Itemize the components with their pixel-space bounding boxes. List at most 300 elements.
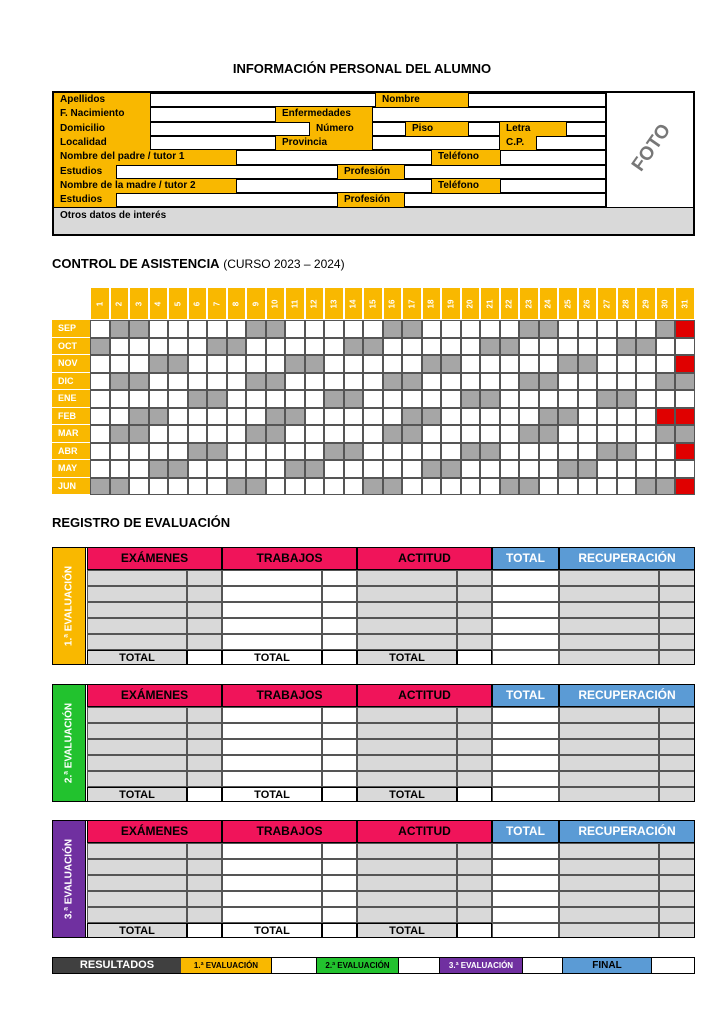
attendance-cell[interactable] bbox=[675, 338, 695, 356]
attendance-cell[interactable] bbox=[227, 443, 247, 461]
eval-cell[interactable] bbox=[187, 723, 222, 739]
attendance-cell[interactable] bbox=[617, 425, 637, 443]
eval-total-value[interactable] bbox=[322, 787, 357, 802]
eval-cell[interactable] bbox=[187, 634, 222, 650]
eval-cell[interactable] bbox=[659, 771, 695, 787]
eval-cell[interactable] bbox=[322, 707, 357, 723]
attendance-cell[interactable] bbox=[422, 460, 442, 478]
attendance-cell[interactable] bbox=[461, 338, 481, 356]
eval-cell[interactable] bbox=[187, 891, 222, 907]
attendance-cell[interactable] bbox=[402, 408, 422, 426]
eval-cell[interactable] bbox=[322, 755, 357, 771]
attendance-cell[interactable] bbox=[168, 355, 188, 373]
attendance-cell[interactable] bbox=[441, 390, 461, 408]
attendance-cell[interactable] bbox=[246, 425, 266, 443]
eval-cell[interactable] bbox=[222, 602, 322, 618]
attendance-cell[interactable] bbox=[344, 460, 364, 478]
attendance-cell[interactable] bbox=[110, 390, 130, 408]
attendance-cell[interactable] bbox=[422, 425, 442, 443]
attendance-cell[interactable] bbox=[558, 460, 578, 478]
attendance-cell[interactable] bbox=[441, 460, 461, 478]
attendance-cell[interactable] bbox=[305, 338, 325, 356]
attendance-cell[interactable] bbox=[461, 478, 481, 496]
eval-cell[interactable] bbox=[357, 634, 457, 650]
attendance-cell[interactable] bbox=[519, 460, 539, 478]
attendance-cell[interactable] bbox=[422, 373, 442, 391]
eval-cell[interactable] bbox=[87, 634, 187, 650]
attendance-cell[interactable] bbox=[597, 443, 617, 461]
attendance-cell[interactable] bbox=[246, 373, 266, 391]
eval-cell[interactable] bbox=[559, 923, 659, 938]
attendance-cell[interactable] bbox=[558, 373, 578, 391]
attendance-cell[interactable] bbox=[675, 478, 695, 496]
attendance-cell[interactable] bbox=[305, 478, 325, 496]
attendance-cell[interactable] bbox=[636, 425, 656, 443]
attendance-cell[interactable] bbox=[305, 390, 325, 408]
attendance-cell[interactable] bbox=[519, 373, 539, 391]
attendance-cell[interactable] bbox=[363, 425, 383, 443]
attendance-cell[interactable] bbox=[305, 373, 325, 391]
attendance-cell[interactable] bbox=[188, 320, 208, 338]
eval-cell[interactable] bbox=[559, 707, 659, 723]
attendance-cell[interactable] bbox=[675, 390, 695, 408]
attendance-cell[interactable] bbox=[441, 320, 461, 338]
eval-cell[interactable] bbox=[659, 859, 695, 875]
attendance-cell[interactable] bbox=[597, 408, 617, 426]
attendance-cell[interactable] bbox=[207, 425, 227, 443]
eval-total-value[interactable] bbox=[322, 650, 357, 665]
attendance-cell[interactable] bbox=[266, 408, 286, 426]
attendance-cell[interactable] bbox=[227, 425, 247, 443]
eval-cell[interactable] bbox=[457, 739, 492, 755]
attendance-cell[interactable] bbox=[363, 320, 383, 338]
attendance-cell[interactable] bbox=[519, 390, 539, 408]
attendance-cell[interactable] bbox=[539, 478, 559, 496]
attendance-cell[interactable] bbox=[539, 373, 559, 391]
attendance-cell[interactable] bbox=[617, 443, 637, 461]
attendance-cell[interactable] bbox=[617, 320, 637, 338]
attendance-cell[interactable] bbox=[617, 478, 637, 496]
attendance-cell[interactable] bbox=[558, 338, 578, 356]
eval-cell[interactable] bbox=[559, 650, 659, 665]
attendance-cell[interactable] bbox=[129, 425, 149, 443]
eval-cell[interactable] bbox=[322, 771, 357, 787]
attendance-cell[interactable] bbox=[461, 460, 481, 478]
attendance-cell[interactable] bbox=[480, 320, 500, 338]
eval-cell[interactable] bbox=[222, 634, 322, 650]
attendance-cell[interactable] bbox=[656, 320, 676, 338]
attendance-cell[interactable] bbox=[90, 425, 110, 443]
eval-cell[interactable] bbox=[187, 707, 222, 723]
attendance-cell[interactable] bbox=[227, 460, 247, 478]
attendance-cell[interactable] bbox=[383, 478, 403, 496]
attendance-cell[interactable] bbox=[402, 338, 422, 356]
attendance-cell[interactable] bbox=[636, 355, 656, 373]
eval-cell[interactable] bbox=[87, 707, 187, 723]
eval-cell[interactable] bbox=[357, 586, 457, 602]
attendance-cell[interactable] bbox=[383, 425, 403, 443]
attendance-cell[interactable] bbox=[129, 338, 149, 356]
attendance-cell[interactable] bbox=[636, 320, 656, 338]
attendance-cell[interactable] bbox=[656, 443, 676, 461]
attendance-cell[interactable] bbox=[480, 373, 500, 391]
attendance-cell[interactable] bbox=[500, 320, 520, 338]
eval-cell[interactable] bbox=[559, 570, 659, 586]
eval-cell[interactable] bbox=[559, 618, 659, 634]
attendance-cell[interactable] bbox=[168, 408, 188, 426]
attendance-cell[interactable] bbox=[441, 373, 461, 391]
attendance-cell[interactable] bbox=[656, 390, 676, 408]
attendance-cell[interactable] bbox=[149, 478, 169, 496]
eval-cell[interactable] bbox=[87, 859, 187, 875]
attendance-cell[interactable] bbox=[90, 338, 110, 356]
attendance-cell[interactable] bbox=[188, 443, 208, 461]
eval-cell[interactable] bbox=[457, 907, 492, 923]
eval-cell[interactable] bbox=[559, 634, 659, 650]
attendance-cell[interactable] bbox=[441, 425, 461, 443]
attendance-cell[interactable] bbox=[90, 460, 110, 478]
attendance-cell[interactable] bbox=[675, 373, 695, 391]
attendance-cell[interactable] bbox=[168, 460, 188, 478]
eval-total-value[interactable] bbox=[457, 787, 492, 802]
attendance-cell[interactable] bbox=[480, 478, 500, 496]
eval-cell[interactable] bbox=[222, 618, 322, 634]
attendance-cell[interactable] bbox=[636, 460, 656, 478]
eval-cell[interactable] bbox=[322, 739, 357, 755]
attendance-cell[interactable] bbox=[656, 338, 676, 356]
attendance-cell[interactable] bbox=[500, 478, 520, 496]
results-final-value[interactable] bbox=[651, 958, 694, 973]
attendance-cell[interactable] bbox=[188, 373, 208, 391]
attendance-cell[interactable] bbox=[539, 320, 559, 338]
eval-cell[interactable] bbox=[222, 875, 322, 891]
attendance-cell[interactable] bbox=[363, 390, 383, 408]
attendance-cell[interactable] bbox=[597, 478, 617, 496]
attendance-cell[interactable] bbox=[266, 478, 286, 496]
attendance-cell[interactable] bbox=[305, 443, 325, 461]
attendance-cell[interactable] bbox=[266, 460, 286, 478]
eval-cell[interactable] bbox=[87, 618, 187, 634]
attendance-cell[interactable] bbox=[285, 390, 305, 408]
attendance-cell[interactable] bbox=[168, 390, 188, 408]
eval-cell[interactable] bbox=[659, 907, 695, 923]
eval-cell[interactable] bbox=[222, 586, 322, 602]
field-estudios-1[interactable] bbox=[116, 165, 338, 179]
attendance-cell[interactable] bbox=[227, 373, 247, 391]
attendance-cell[interactable] bbox=[578, 338, 598, 356]
eval-cell[interactable] bbox=[87, 586, 187, 602]
eval-cell[interactable] bbox=[659, 618, 695, 634]
attendance-cell[interactable] bbox=[500, 443, 520, 461]
field-localidad[interactable] bbox=[150, 136, 276, 150]
attendance-cell[interactable] bbox=[578, 373, 598, 391]
attendance-cell[interactable] bbox=[500, 425, 520, 443]
attendance-cell[interactable] bbox=[129, 355, 149, 373]
eval-cell[interactable] bbox=[222, 755, 322, 771]
eval-cell[interactable] bbox=[659, 634, 695, 650]
eval-cell[interactable] bbox=[559, 586, 659, 602]
attendance-cell[interactable] bbox=[168, 320, 188, 338]
attendance-cell[interactable] bbox=[285, 460, 305, 478]
attendance-cell[interactable] bbox=[266, 425, 286, 443]
field-telefono-1[interactable] bbox=[500, 150, 606, 165]
eval-cell[interactable] bbox=[187, 755, 222, 771]
attendance-cell[interactable] bbox=[246, 390, 266, 408]
eval-cell[interactable] bbox=[559, 891, 659, 907]
attendance-cell[interactable] bbox=[188, 355, 208, 373]
attendance-cell[interactable] bbox=[636, 408, 656, 426]
attendance-cell[interactable] bbox=[617, 355, 637, 373]
eval-cell[interactable] bbox=[559, 843, 659, 859]
eval-cell[interactable] bbox=[492, 787, 559, 802]
attendance-cell[interactable] bbox=[383, 320, 403, 338]
eval-cell[interactable] bbox=[659, 707, 695, 723]
attendance-cell[interactable] bbox=[149, 443, 169, 461]
attendance-cell[interactable] bbox=[344, 320, 364, 338]
attendance-cell[interactable] bbox=[539, 443, 559, 461]
attendance-cell[interactable] bbox=[441, 408, 461, 426]
eval-cell[interactable] bbox=[559, 755, 659, 771]
attendance-cell[interactable] bbox=[285, 338, 305, 356]
eval-cell[interactable] bbox=[87, 755, 187, 771]
attendance-cell[interactable] bbox=[461, 373, 481, 391]
field-otros[interactable] bbox=[54, 207, 693, 234]
eval-cell[interactable] bbox=[659, 739, 695, 755]
attendance-cell[interactable] bbox=[266, 338, 286, 356]
attendance-cell[interactable] bbox=[383, 355, 403, 373]
attendance-cell[interactable] bbox=[578, 408, 598, 426]
eval-cell[interactable] bbox=[87, 843, 187, 859]
attendance-cell[interactable] bbox=[110, 443, 130, 461]
field-padre[interactable] bbox=[236, 150, 432, 165]
attendance-cell[interactable] bbox=[90, 443, 110, 461]
attendance-cell[interactable] bbox=[363, 408, 383, 426]
attendance-cell[interactable] bbox=[90, 478, 110, 496]
attendance-cell[interactable] bbox=[383, 390, 403, 408]
eval-cell[interactable] bbox=[187, 570, 222, 586]
attendance-cell[interactable] bbox=[129, 320, 149, 338]
attendance-cell[interactable] bbox=[110, 460, 130, 478]
eval-cell[interactable] bbox=[492, 843, 559, 859]
eval-cell[interactable] bbox=[559, 859, 659, 875]
attendance-cell[interactable] bbox=[363, 373, 383, 391]
attendance-cell[interactable] bbox=[422, 443, 442, 461]
attendance-cell[interactable] bbox=[558, 355, 578, 373]
attendance-cell[interactable] bbox=[188, 425, 208, 443]
eval-cell[interactable] bbox=[457, 707, 492, 723]
attendance-cell[interactable] bbox=[363, 338, 383, 356]
attendance-cell[interactable] bbox=[500, 408, 520, 426]
attendance-cell[interactable] bbox=[344, 425, 364, 443]
attendance-cell[interactable] bbox=[305, 408, 325, 426]
attendance-cell[interactable] bbox=[656, 373, 676, 391]
attendance-cell[interactable] bbox=[636, 390, 656, 408]
attendance-cell[interactable] bbox=[246, 443, 266, 461]
attendance-cell[interactable] bbox=[90, 355, 110, 373]
attendance-cell[interactable] bbox=[578, 355, 598, 373]
attendance-cell[interactable] bbox=[305, 320, 325, 338]
eval-cell[interactable] bbox=[187, 907, 222, 923]
eval-cell[interactable] bbox=[457, 602, 492, 618]
eval-cell[interactable] bbox=[222, 891, 322, 907]
eval-cell[interactable] bbox=[559, 723, 659, 739]
eval-cell[interactable] bbox=[187, 771, 222, 787]
attendance-cell[interactable] bbox=[324, 425, 344, 443]
attendance-cell[interactable] bbox=[441, 338, 461, 356]
eval-cell[interactable] bbox=[87, 891, 187, 907]
eval-cell[interactable] bbox=[222, 843, 322, 859]
eval-total-value[interactable] bbox=[187, 923, 222, 938]
attendance-cell[interactable] bbox=[363, 355, 383, 373]
attendance-cell[interactable] bbox=[168, 425, 188, 443]
field-telefono-2[interactable] bbox=[500, 179, 606, 193]
eval-cell[interactable] bbox=[457, 618, 492, 634]
attendance-cell[interactable] bbox=[149, 425, 169, 443]
eval-total-value[interactable] bbox=[457, 650, 492, 665]
attendance-cell[interactable] bbox=[285, 443, 305, 461]
eval-cell[interactable] bbox=[87, 723, 187, 739]
attendance-cell[interactable] bbox=[344, 338, 364, 356]
eval-cell[interactable] bbox=[87, 771, 187, 787]
eval-cell[interactable] bbox=[322, 907, 357, 923]
attendance-cell[interactable] bbox=[207, 408, 227, 426]
eval-cell[interactable] bbox=[357, 570, 457, 586]
attendance-cell[interactable] bbox=[207, 338, 227, 356]
attendance-cell[interactable] bbox=[402, 373, 422, 391]
eval-total-value[interactable] bbox=[187, 650, 222, 665]
attendance-cell[interactable] bbox=[129, 390, 149, 408]
attendance-cell[interactable] bbox=[149, 338, 169, 356]
eval-cell[interactable] bbox=[457, 570, 492, 586]
attendance-cell[interactable] bbox=[597, 460, 617, 478]
attendance-cell[interactable] bbox=[227, 320, 247, 338]
eval-cell[interactable] bbox=[222, 907, 322, 923]
attendance-cell[interactable] bbox=[324, 355, 344, 373]
eval-cell[interactable] bbox=[322, 602, 357, 618]
attendance-cell[interactable] bbox=[90, 408, 110, 426]
attendance-cell[interactable] bbox=[675, 320, 695, 338]
eval-total-value[interactable] bbox=[457, 923, 492, 938]
field-domicilio[interactable] bbox=[150, 122, 310, 136]
attendance-cell[interactable] bbox=[188, 408, 208, 426]
attendance-cell[interactable] bbox=[227, 478, 247, 496]
eval-cell[interactable] bbox=[492, 755, 559, 771]
eval-cell[interactable] bbox=[492, 739, 559, 755]
eval-cell[interactable] bbox=[457, 859, 492, 875]
eval-cell[interactable] bbox=[322, 586, 357, 602]
eval-cell[interactable] bbox=[322, 634, 357, 650]
eval-cell[interactable] bbox=[492, 859, 559, 875]
attendance-cell[interactable] bbox=[636, 338, 656, 356]
attendance-cell[interactable] bbox=[578, 320, 598, 338]
eval-cell[interactable] bbox=[87, 570, 187, 586]
attendance-cell[interactable] bbox=[519, 478, 539, 496]
attendance-cell[interactable] bbox=[422, 390, 442, 408]
attendance-cell[interactable] bbox=[285, 408, 305, 426]
eval-total-value[interactable] bbox=[187, 787, 222, 802]
results-ev3-value[interactable] bbox=[522, 958, 563, 973]
field-f-nacimiento[interactable] bbox=[150, 107, 276, 122]
attendance-cell[interactable] bbox=[461, 408, 481, 426]
attendance-cell[interactable] bbox=[149, 320, 169, 338]
attendance-cell[interactable] bbox=[305, 355, 325, 373]
attendance-cell[interactable] bbox=[539, 390, 559, 408]
attendance-cell[interactable] bbox=[597, 425, 617, 443]
attendance-cell[interactable] bbox=[500, 460, 520, 478]
attendance-cell[interactable] bbox=[500, 355, 520, 373]
eval-cell[interactable] bbox=[492, 570, 559, 586]
eval-cell[interactable] bbox=[357, 859, 457, 875]
attendance-cell[interactable] bbox=[207, 478, 227, 496]
eval-cell[interactable] bbox=[87, 907, 187, 923]
attendance-cell[interactable] bbox=[207, 373, 227, 391]
attendance-cell[interactable] bbox=[519, 355, 539, 373]
attendance-cell[interactable] bbox=[617, 390, 637, 408]
attendance-cell[interactable] bbox=[285, 373, 305, 391]
attendance-cell[interactable] bbox=[207, 355, 227, 373]
eval-cell[interactable] bbox=[559, 739, 659, 755]
eval-cell[interactable] bbox=[492, 891, 559, 907]
attendance-cell[interactable] bbox=[149, 408, 169, 426]
eval-cell[interactable] bbox=[222, 859, 322, 875]
attendance-cell[interactable] bbox=[578, 390, 598, 408]
eval-cell[interactable] bbox=[322, 618, 357, 634]
attendance-cell[interactable] bbox=[402, 425, 422, 443]
attendance-cell[interactable] bbox=[324, 390, 344, 408]
attendance-cell[interactable] bbox=[636, 443, 656, 461]
attendance-cell[interactable] bbox=[129, 478, 149, 496]
attendance-cell[interactable] bbox=[383, 460, 403, 478]
eval-cell[interactable] bbox=[357, 723, 457, 739]
attendance-cell[interactable] bbox=[422, 408, 442, 426]
attendance-cell[interactable] bbox=[558, 390, 578, 408]
attendance-cell[interactable] bbox=[246, 320, 266, 338]
attendance-cell[interactable] bbox=[383, 408, 403, 426]
attendance-cell[interactable] bbox=[324, 408, 344, 426]
attendance-cell[interactable] bbox=[597, 338, 617, 356]
eval-cell[interactable] bbox=[187, 618, 222, 634]
eval-cell[interactable] bbox=[492, 923, 559, 938]
attendance-cell[interactable] bbox=[480, 425, 500, 443]
eval-cell[interactable] bbox=[559, 771, 659, 787]
eval-cell[interactable] bbox=[457, 755, 492, 771]
eval-cell[interactable] bbox=[559, 602, 659, 618]
eval-cell[interactable] bbox=[87, 602, 187, 618]
eval-cell[interactable] bbox=[659, 586, 695, 602]
attendance-cell[interactable] bbox=[129, 373, 149, 391]
attendance-cell[interactable] bbox=[461, 320, 481, 338]
attendance-cell[interactable] bbox=[227, 338, 247, 356]
field-piso[interactable] bbox=[468, 122, 500, 136]
eval-cell[interactable] bbox=[659, 650, 695, 665]
eval-cell[interactable] bbox=[492, 586, 559, 602]
eval-cell[interactable] bbox=[659, 602, 695, 618]
eval-cell[interactable] bbox=[222, 739, 322, 755]
eval-cell[interactable] bbox=[222, 723, 322, 739]
field-profesion-1[interactable] bbox=[404, 165, 606, 179]
attendance-cell[interactable] bbox=[422, 478, 442, 496]
field-cp[interactable] bbox=[536, 136, 606, 150]
attendance-cell[interactable] bbox=[480, 460, 500, 478]
attendance-cell[interactable] bbox=[675, 460, 695, 478]
attendance-cell[interactable] bbox=[656, 355, 676, 373]
attendance-cell[interactable] bbox=[461, 443, 481, 461]
attendance-cell[interactable] bbox=[539, 408, 559, 426]
attendance-cell[interactable] bbox=[558, 478, 578, 496]
attendance-cell[interactable] bbox=[149, 355, 169, 373]
eval-cell[interactable] bbox=[357, 707, 457, 723]
eval-cell[interactable] bbox=[492, 875, 559, 891]
